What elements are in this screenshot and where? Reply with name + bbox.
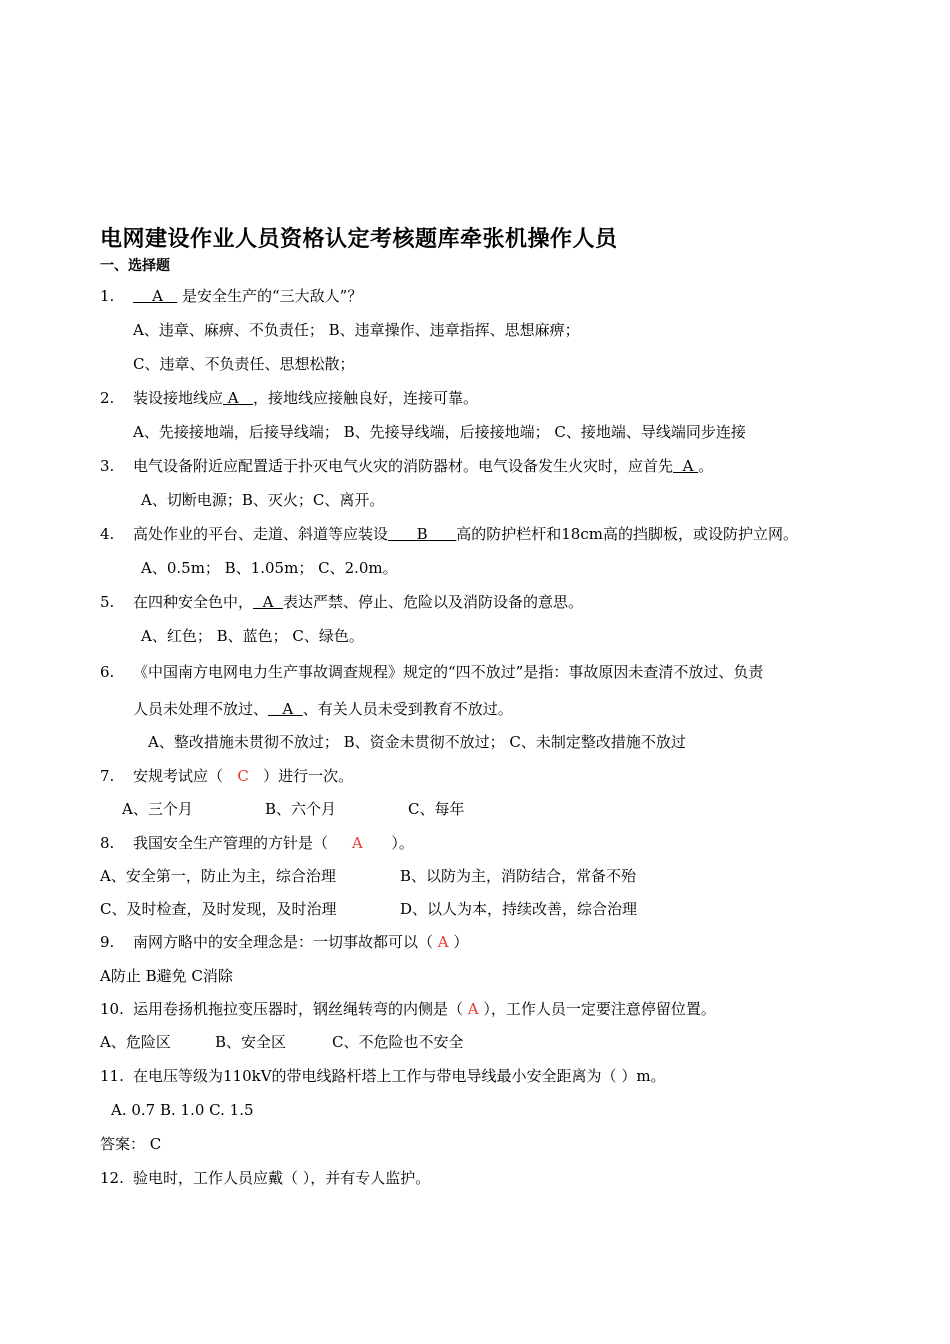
answer-blank: A (152, 287, 163, 305)
question-7-option-b: B、六个月 (265, 800, 337, 818)
answer-blank: A (227, 389, 239, 407)
question-10-option-b: B、安全区 (215, 1033, 287, 1051)
question-10-option-a: A、危险区 (100, 1033, 171, 1051)
question-8-option-b: B、以防为主，消防结合，常备不殆 (400, 867, 637, 885)
question-11-options: A. 0.7 B. 1.0 C. 1.5 (111, 1101, 254, 1119)
question-1-options-line2: C、违章、不负责任、思想松散； (133, 355, 355, 373)
question-6-options: A、整改措施未贯彻不放过； B、资金未贯彻不放过； C、未制定整改措施不放过 (148, 733, 686, 751)
question-8-option-a: A、安全第一，防止为主，综合治理 (100, 867, 336, 885)
question-10-option-c: C、不危险也不安全 (332, 1033, 464, 1051)
answer-blank: B (416, 525, 428, 543)
document-title: 电网建设作业人员资格认定考核题库牵张机操作人员 (100, 227, 618, 252)
question-4-options: A、0.5m； B、1.05m； C、2.0m。 (141, 559, 398, 577)
question-8-option-c: C、及时检查，及时发现，及时治理 (100, 900, 337, 918)
answer-blank: A (282, 700, 294, 718)
question-2-options: A、先接接地端，后接导线端； B、先接导线端，后接接地端； C、接地端、导线端同步连接 (133, 423, 746, 441)
question-3-options: A、切断电源；B、灭火；C、离开。 (141, 491, 385, 509)
question-8-option-d: D、以人为本，持续改善，综合治理 (400, 900, 638, 918)
section-heading: 一、选择题 (100, 258, 170, 274)
document-page: 电网建设作业人员资格认定考核题库牵张机操作人员 一、选择题 1. A 是安全生产的“三大敌人”？ A、违章、麻痹、不负责任； B、违章操作、违章指挥、思想麻痹； C、违章、不负责任、思想松散； 2. 装设接地线应 A ，接地线应接触良好，连接可靠。 A、先接接地端，后接导线端； B、先接导线端，后接接地端； C、接地端、导线端同步连接 3. 电气设备附近应配置适于扑灭电气火灾的消防器材。电气设备发生火灾时，应首先 A 。 A、切断电源；B、灭火；C、离开。 4. 高处作业的平台、走道、斜道等应装设 B 高的防护栏杆和18cm高的挡脚板，或设防护立网。 A、0.5m； B、1.05m； C、2.0m。 5. 在四种安全色中， A 表达严禁、停止、危险以及消防设备的意思。 A、红色； B、蓝色； C、绿色。 6. 《中国南方电网电力生产事故调查规程》规定的“四不放过”是指：事故原因未查清不放过、负责 人员未处理不放过、 A 、有关人员未受到教育不放过。 A、整改措施未贯彻不放过； B、资金未贯彻不放过； C、未制定整改措施不放过 7. 安规考试应（ C ）进行一次。 A、三个月 B、六个月 C、每年 8. 我国安全生产管理的方针是（ A ）。 A、安全第一，防止为主，综合治理 B、以防为主，消防结合，常备不殆 C、及时检查，及时发现，及时治理 D、以人为本，持续改善，综合治理 9. 南网方略中的安全理念是：一切事故都可以（ A ） A防止 B避免 C消除 10. 运用卷扬机拖拉变压器时，钢丝绳转弯的内侧是（ A ），工作人员一定要注意停留位置。 A、危险区 B、安全区 C、不危险也不安全 11. 在电压等级为110kV的带电线路杆塔上工作与带电导线最小安全距离为（ ）m。 A. 0.7 B. 1.0 C. 1.5 答案： C 12. 验电时，工作人员应戴（ ），并有专人监护。 (0, 0, 950, 1344)
answer-mark: C (237, 767, 249, 785)
answer-blank: A (262, 593, 274, 611)
question-6-line2: 人员未处理不放过、 A 、有关人员未受到教育不放过。 (133, 700, 513, 718)
answer-mark: A (467, 1000, 479, 1018)
question-11-answer: 答案： C (100, 1135, 162, 1153)
question-9-options: A防止 B避免 C消除 (100, 967, 233, 985)
answer-mark: A (437, 933, 449, 951)
question-7-option-a: A、三个月 (122, 800, 193, 818)
answer-blank: A (682, 457, 694, 475)
question-1-options-line1: A、违章、麻痹、不负责任； B、违章操作、违章指挥、思想麻痹； (133, 321, 580, 339)
answer-mark: A (351, 834, 363, 852)
question-5-options: A、红色； B、蓝色； C、绿色。 (141, 627, 364, 645)
question-7-option-c: C、每年 (408, 800, 465, 818)
